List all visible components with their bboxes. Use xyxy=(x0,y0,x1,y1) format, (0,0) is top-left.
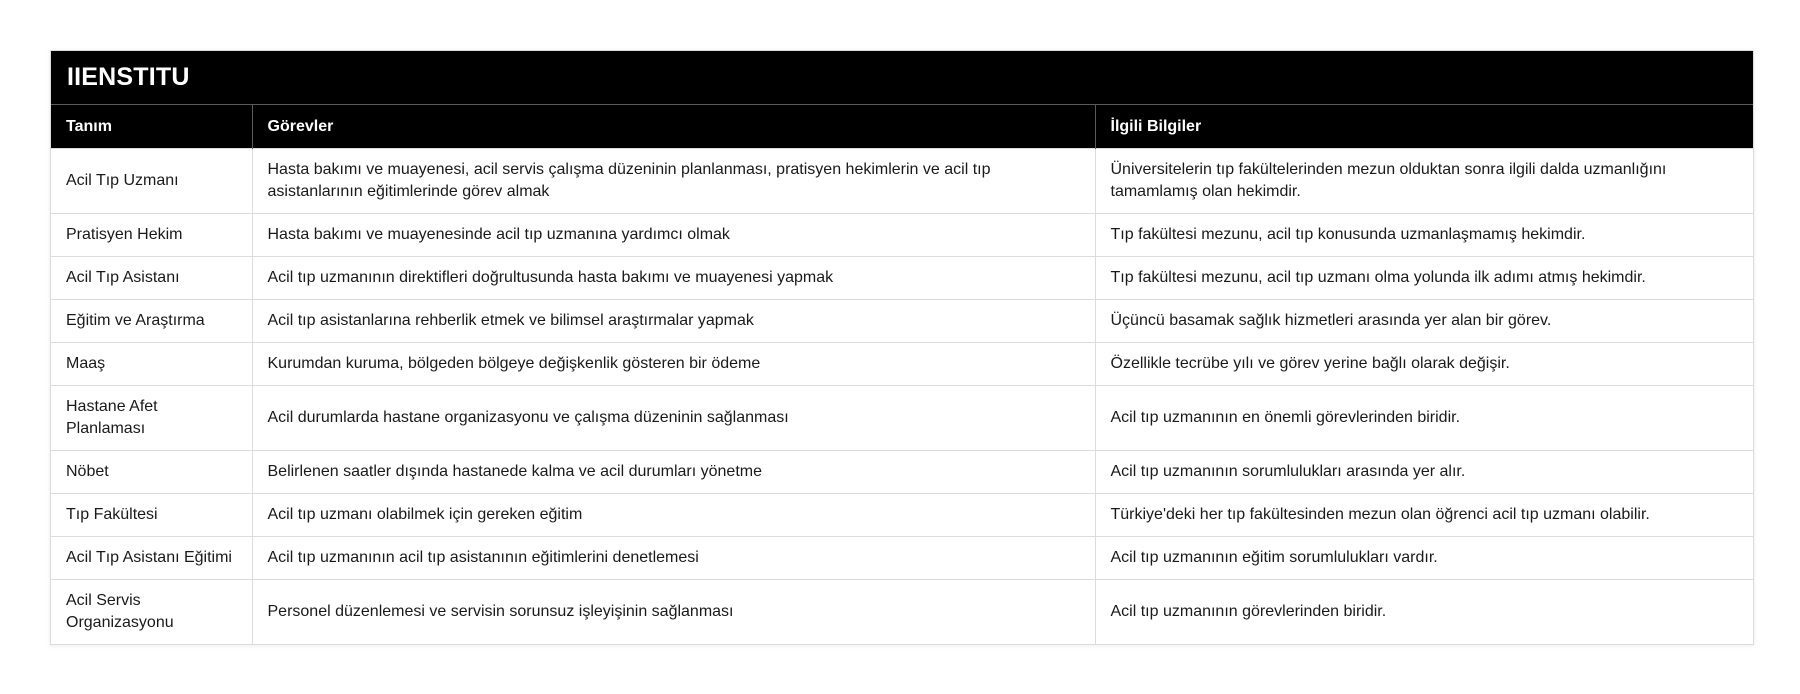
cell-tanim: Maaş xyxy=(51,343,252,386)
cell-ilgili-bilgiler: Tıp fakültesi mezunu, acil tıp konusunda uzmanlaşmamış hekimdir. xyxy=(1095,214,1753,257)
table-row xyxy=(51,343,1753,386)
cell-tanim: Acil Tıp Asistanı Eğitimi xyxy=(51,537,252,580)
cell-gorevler: Hasta bakımı ve muayenesinde acil tıp uzmanına yardımcı olmak xyxy=(252,214,1095,257)
cell-tanim: Acil Tıp Asistanı xyxy=(51,257,252,300)
table-row xyxy=(51,300,1753,343)
cell-gorevler: Hasta bakımı ve muayenesi, acil servis çalışma düzeninin planlanması, pratisyen hekimlerin ve acil tıp asistanlarının eğitimlerinde görev almak xyxy=(252,149,1095,214)
cell-tanim: Acil Tıp Uzmanı xyxy=(51,149,252,214)
cell-gorevler: Acil tıp uzmanının acil tıp asistanının eğitimlerini denetlemesi xyxy=(252,537,1095,580)
cell-gorevler: Belirlenen saatler dışında hastanede kalma ve acil durumları yönetme xyxy=(252,451,1095,494)
table-title: IIENSTITU xyxy=(51,51,1753,105)
cell-tanim: Nöbet xyxy=(51,451,252,494)
header-row xyxy=(51,105,1753,149)
cell-ilgili-bilgiler: Özellikle tecrübe yılı ve görev yerine bağlı olarak değişir. xyxy=(1095,343,1753,386)
table-row xyxy=(51,257,1753,300)
cell-tanim: Eğitim ve Araştırma xyxy=(51,300,252,343)
cell-gorevler: Acil tıp uzmanının direktifleri doğrultusunda hasta bakımı ve muayenesi yapmak xyxy=(252,257,1095,300)
cell-tanim: Pratisyen Hekim xyxy=(51,214,252,257)
cell-ilgili-bilgiler: Acil tıp uzmanının görevlerinden biridir. xyxy=(1095,580,1753,645)
cell-ilgili-bilgiler: Acil tıp uzmanının eğitim sorumlulukları vardır. xyxy=(1095,537,1753,580)
cell-gorevler: Personel düzenlemesi ve servisin sorunsuz işleyişinin sağlanması xyxy=(252,580,1095,645)
table-row xyxy=(51,451,1753,494)
cell-ilgili-bilgiler: Acil tıp uzmanının en önemli görevlerinden biridir. xyxy=(1095,386,1753,451)
table-row xyxy=(51,537,1753,580)
table-row xyxy=(51,494,1753,537)
data-table-card xyxy=(50,50,1754,645)
cell-tanim: Tıp Fakültesi xyxy=(51,494,252,537)
cell-gorevler: Acil tıp asistanlarına rehberlik etmek ve bilimsel araştırmalar yapmak xyxy=(252,300,1095,343)
cell-gorevler: Kurumdan kuruma, bölgeden bölgeye değişkenlik gösteren bir ödeme xyxy=(252,343,1095,386)
info-table xyxy=(51,105,1753,644)
cell-ilgili-bilgiler: Üçüncü basamak sağlık hizmetleri arasında yer alan bir görev. xyxy=(1095,300,1753,343)
column-header-gorevler: Görevler xyxy=(252,105,1095,149)
table-row xyxy=(51,386,1753,451)
cell-tanim: Hastane Afet Planlaması xyxy=(51,386,252,451)
table-row xyxy=(51,580,1753,645)
cell-ilgili-bilgiler: Tıp fakültesi mezunu, acil tıp uzmanı olma yolunda ilk adımı atmış hekimdir. xyxy=(1095,257,1753,300)
cell-gorevler: Acil tıp uzmanı olabilmek için gereken eğitim xyxy=(252,494,1095,537)
column-header-ilgili-bilgiler: İlgili Bilgiler xyxy=(1095,105,1753,149)
cell-ilgili-bilgiler: Üniversitelerin tıp fakültelerinden mezun olduktan sonra ilgili dalda uzmanlığını tamamlamış olan hekimdir. xyxy=(1095,149,1753,214)
column-header-tanim: Tanım xyxy=(51,105,252,149)
table-row xyxy=(51,214,1753,257)
cell-gorevler: Acil durumlarda hastane organizasyonu ve çalışma düzeninin sağlanması xyxy=(252,386,1095,451)
cell-tanim: Acil Servis Organizasyonu xyxy=(51,580,252,645)
cell-ilgili-bilgiler: Acil tıp uzmanının sorumlulukları arasında yer alır. xyxy=(1095,451,1753,494)
cell-ilgili-bilgiler: Türkiye'deki her tıp fakültesinden mezun olan öğrenci acil tıp uzmanı olabilir. xyxy=(1095,494,1753,537)
table-row xyxy=(51,149,1753,214)
